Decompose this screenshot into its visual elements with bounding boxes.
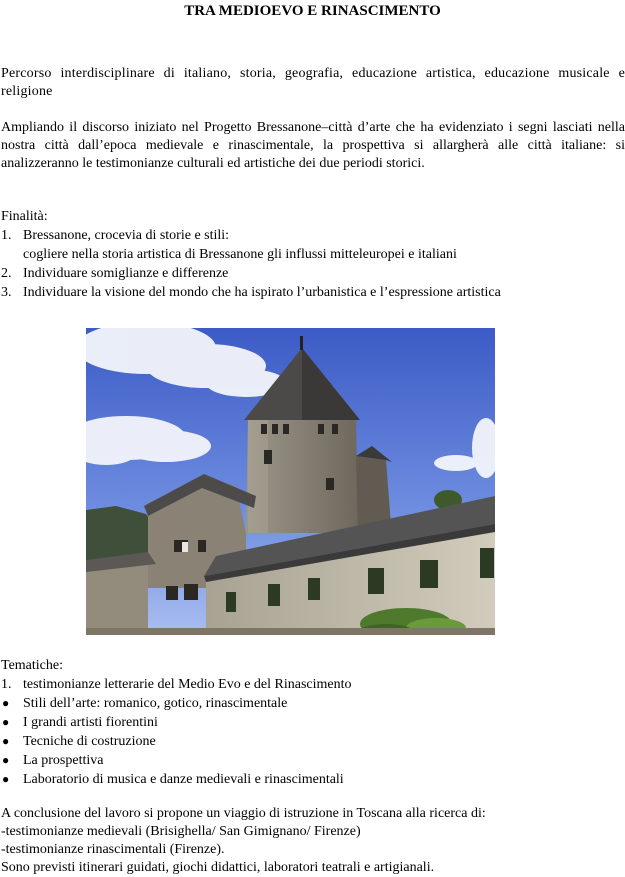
list-item-text: Stili dell’arte: romanico, gotico, rinascimentale bbox=[23, 696, 288, 711]
list-item bbox=[1, 226, 625, 264]
intro-paragraph: Ampliando il discorso iniziato nel Progetto Bressanone–città d’arte che ha evidenziato i segni lasciati nella nostra città dall’epoca medievale e rinascimentale, la prospettiva si allargherà alle città italiane: si analizzeranno le testimonianze culturali ed artistiche dei due periodi storici. bbox=[1, 120, 625, 171]
list-item-text: Individuare la visione del mondo che ha ispirato l’urbanistica e l’espressione artistica bbox=[23, 285, 501, 300]
list-item-text: Individuare somiglianze e differenze bbox=[23, 266, 229, 281]
bullet-icon: ● bbox=[2, 696, 10, 710]
list-item-text: Bressanone, crocevia di storie e stili: bbox=[23, 228, 230, 243]
finalita-heading: Finalità: bbox=[1, 209, 48, 224]
castle-photo bbox=[86, 328, 495, 635]
list-item bbox=[1, 713, 625, 732]
list-number: 1. bbox=[1, 228, 12, 243]
list-item-text: testimonianze letterarie del Medio Evo e del Rinascimento bbox=[23, 677, 352, 692]
list-item bbox=[1, 770, 625, 789]
list-number: 2. bbox=[1, 266, 12, 281]
list-item-text: La prospettiva bbox=[23, 753, 104, 768]
list-item-text: Laboratorio di musica e danze medievali e rinascimentali bbox=[23, 772, 344, 787]
list-item bbox=[1, 751, 625, 770]
conclusione-line: A conclusione del lavoro si propone un viaggio di istruzione in Toscana alla ricerca di: bbox=[1, 806, 486, 821]
list-item bbox=[1, 283, 625, 302]
list-item bbox=[1, 264, 625, 283]
list-item bbox=[1, 732, 625, 751]
tematiche-heading: Tematiche: bbox=[1, 658, 63, 673]
conclusione-line: -testimonianze rinascimentali (Firenze). bbox=[1, 842, 225, 857]
bullet-icon: ● bbox=[2, 772, 10, 786]
castle-illustration bbox=[86, 328, 495, 635]
list-item-subtext: cogliere nella storia artistica di Bressanone gli influssi mitteleuropei e italiani bbox=[23, 247, 457, 262]
finalita-section bbox=[1, 208, 625, 302]
list-number: 3. bbox=[1, 285, 12, 300]
list-item bbox=[1, 694, 625, 713]
list-number: 1. bbox=[1, 677, 12, 692]
conclusione-line: -testimonianze medievali (Brisighella/ San Gimignano/ Firenze) bbox=[1, 824, 361, 839]
conclusione-section bbox=[1, 805, 625, 877]
bullet-icon: ● bbox=[2, 734, 10, 748]
list-item-text: Tecniche di costruzione bbox=[23, 734, 156, 749]
bullet-icon: ● bbox=[2, 753, 10, 767]
tematiche-section bbox=[1, 657, 625, 789]
bullet-icon: ● bbox=[2, 715, 10, 729]
list-item bbox=[1, 675, 625, 694]
finalita-list bbox=[1, 226, 625, 302]
subject-paragraph: Percorso interdisciplinare di italiano, storia, geografia, educazione artistica, educazione musicale e religione bbox=[1, 66, 625, 99]
conclusione-line: Sono previsti itinerari guidati, giochi didattici, laboratori teatrali e artigianali. bbox=[1, 860, 435, 875]
document-title: TRA MEDIOEVO E RINASCIMENTO bbox=[184, 3, 441, 19]
list-item-text: I grandi artisti fiorentini bbox=[23, 715, 158, 730]
tematiche-list bbox=[1, 675, 625, 789]
